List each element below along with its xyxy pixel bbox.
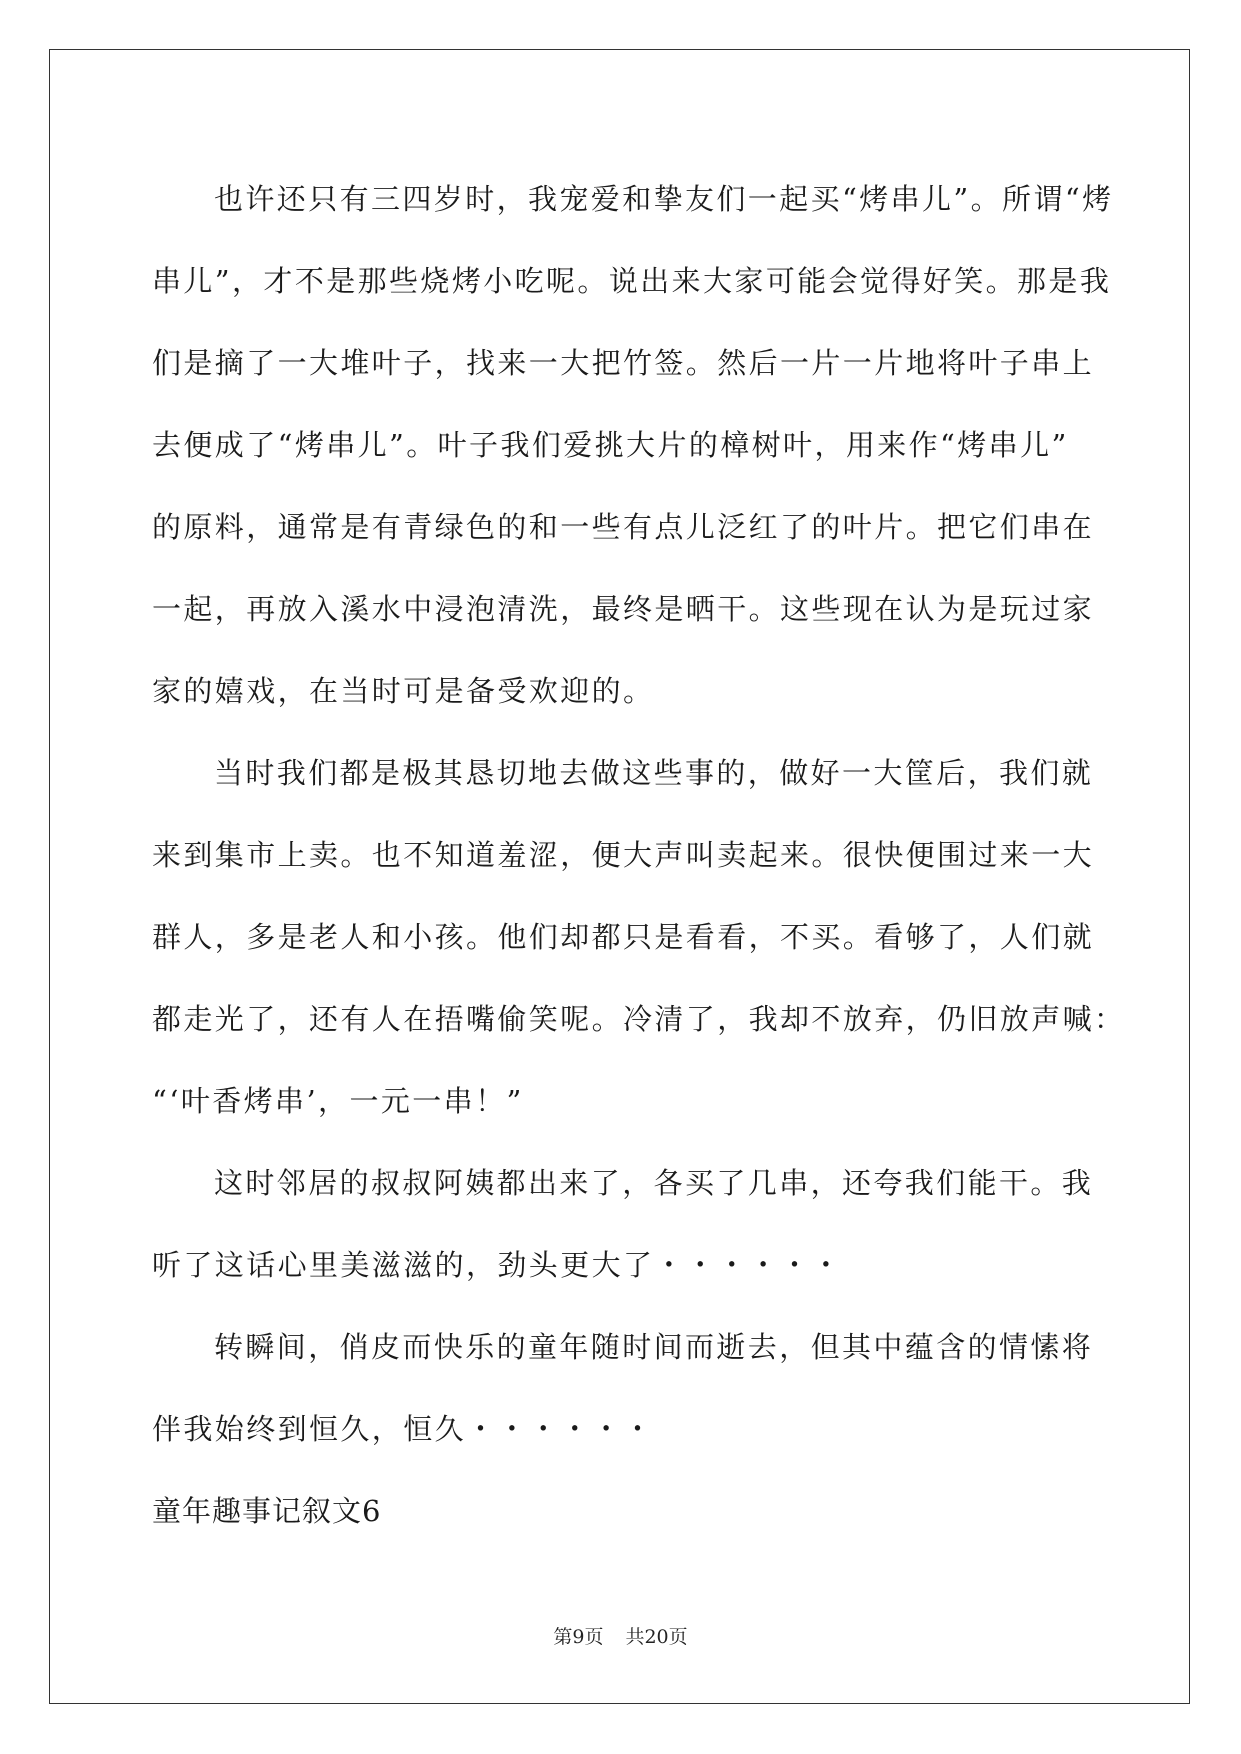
paragraph-line: 转瞬间，俏皮而快乐的童年随时间而逝去，但其中蕴含的情愫将 (214, 1330, 1094, 1364)
paragraph-line: 伴我始终到恒久，恒久・・・・・・ (152, 1412, 655, 1446)
section-heading: 童年趣事记叙文6 (152, 1494, 382, 1528)
page-footer (0, 1622, 1241, 1649)
paragraph-line: 一起，再放入溪水中浸泡清洗，最终是晒干。这些现在认为是玩过家 (152, 592, 1095, 626)
paragraph-line: 串儿”，才不是那些烧烤小吃呢。说出来大家可能会觉得好笑。那是我 (152, 264, 1112, 298)
paragraph-line: 来到集市上卖。也不知道羞涩，便大声叫卖起来。很快便围过来一大 (152, 838, 1095, 872)
paragraph-line: 群人，多是老人和小孩。他们却都只是看看，不买。看够了，人们就 (152, 920, 1095, 954)
paragraph-line: 当时我们都是极其恳切地去做这些事的，做好一大筐后，我们就 (214, 756, 1094, 790)
paragraph-line: 家的嬉戏，在当时可是备受欢迎的。 (152, 674, 655, 708)
paragraph-line: 这时邻居的叔叔阿姨都出来了，各买了几串，还夸我们能干。我 (214, 1166, 1094, 1200)
paragraph-line: 也许还只有三四岁时，我宠爱和挚友们一起买“烤串儿”。所谓“烤 (214, 182, 1114, 216)
paragraph-line: 都走光了，还有人在捂嘴偷笑呢。冷清了，我却不放弃，仍旧放声喊： (152, 1002, 1126, 1036)
paragraph-line: 们是摘了一大堆叶子，找来一大把竹签。然后一片一片地将叶子串上 (152, 346, 1095, 380)
page-number: 第9页 (553, 1626, 604, 1648)
paragraph-line: 的原料，通常是有青绿色的和一些有点儿泛红了的叶片。把它们串在 (152, 510, 1095, 544)
page-total: 共20页 (625, 1626, 688, 1648)
paragraph-line: 去便成了“烤串儿”。叶子我们爱挑大片的樟树叶，用来作“烤串儿” (152, 428, 1069, 462)
paragraph-line: 听了这话心里美滋滋的，劲头更大了・・・・・・ (152, 1248, 843, 1282)
document-body (152, 158, 1126, 1552)
paragraph-line: “‘叶香烤串’，一元一串！” (152, 1084, 524, 1118)
